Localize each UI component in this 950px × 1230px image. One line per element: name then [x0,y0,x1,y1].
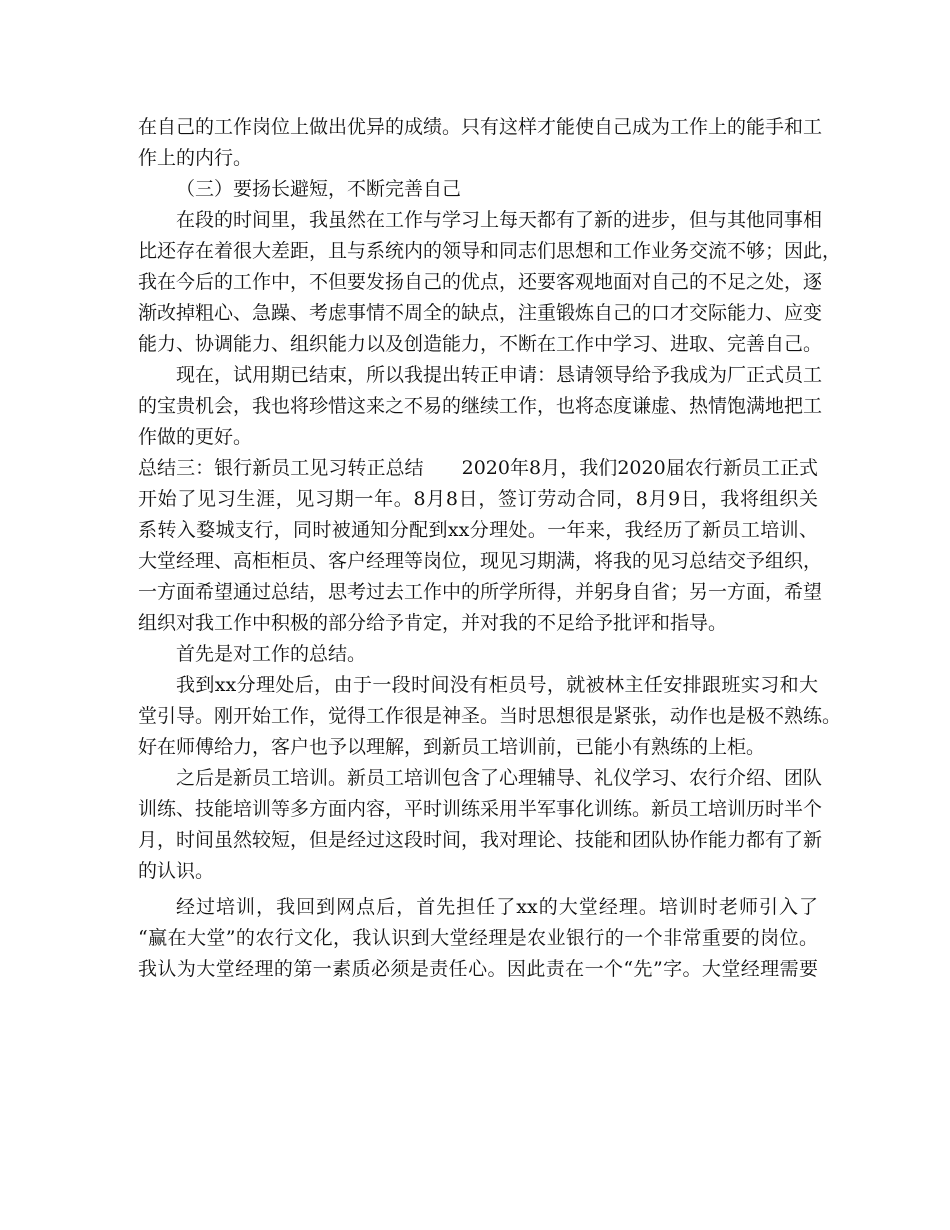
paragraph-7 [138,670,842,763]
section-heading-3 [138,174,818,205]
text-line: 一方面希望通过总结，思考过去工作中的所学所得，并躬身自省；另一方面，希望 [138,581,823,603]
text-line: 的宝贵机会，我也将珍惜这来之不易的继续工作，也将态度谦虚、热情饱满地把工 [138,395,823,417]
paragraph-9 [138,892,818,985]
text-line: 现在，试用期已结束，所以我提出转正申请：恳请领导给予我成为厂正式员工 [176,364,823,386]
document-body [138,112,842,985]
text-line: 系转入婺城支行，同时被通知分配到xx分理处。一年来，我经历了新员工培训、 [138,519,818,541]
text-line: 作做的更好。 [138,426,253,448]
paragraph-6 [138,639,818,670]
text-line: 好在师傅给力，客户也予以理解，到新员工培训前，已能小有熟练的上柜。 [138,736,766,758]
text-line: 堂引导。刚开始工作，觉得工作很是神圣。当时思想很是紧张，动作也是极不熟练。 [138,705,842,727]
text-line: 总结三：银行新员工见习转正总结 2020年8月，我们2020届农行新员工正式 [138,457,818,479]
text-line: 首先是对工作的总结。 [176,643,367,665]
text-line: 我在今后的工作中，不但要发扬自己的优点，还要客观地面对自己的不足之处，逐 [138,271,823,293]
text-line: 作上的内行。 [138,147,253,169]
text-line: “赢在大堂”的农行文化，我认识到大堂经理是农业银行的一个非常重要的岗位。 [138,927,818,949]
text-line: 我到xx分理处后，由于一段时间没有柜员号，就被林主任安排跟班实习和大 [176,674,818,696]
paragraph-4 [138,360,823,453]
paragraph-8 [138,763,823,887]
text-line: 的认识。 [138,860,215,882]
text-line: 比还存在着很大差距，且与系统内的领导和同志们思想和工作业务交流不够；因此， [138,240,842,262]
paragraph-5-summary-three [138,453,823,639]
text-line: 大堂经理、高柜柜员、客户经理等岗位，现见习期满，将我的见习总结交予组织， [138,550,823,572]
text-line: 训练、技能培训等多方面内容，平时训练采用半军事化训练。新员工培训历时半个 [138,798,823,820]
text-line: 我认为大堂经理的第一素质必须是责任心。因此责在一个“先”字。大堂经理需要 [138,958,818,980]
section-heading: （三）要扬长避短，不断完善自己 [176,178,462,200]
text-line: 在段的时间里，我虽然在工作与学习上每天都有了新的进步，但与其他同事相 [176,209,823,231]
text-line: 渐改掉粗心、急躁、考虑事情不周全的缺点，注重锻炼自己的口才交际能力、应变 [138,302,823,324]
text-line: 组织对我工作中积极的部分给予肯定，并对我的不足给予批评和指导。 [138,612,728,634]
paragraph-1 [138,112,823,174]
paragraph-3 [138,205,842,360]
text-line: 经过培训，我回到网点后，首先担任了xx的大堂经理。培训时老师引入了 [176,896,818,918]
text-line: 之后是新员工培训。新员工培训包含了心理辅导、礼仪学习、农行介绍、团队 [176,767,823,789]
text-line: 在自己的工作岗位上做出优异的成绩。只有这样才能使自己成为工作上的能手和工 [138,116,823,138]
text-line: 能力、协调能力、组织能力以及创造能力，不断在工作中学习、进取、完善自己。 [138,333,823,355]
text-line: 月，时间虽然较短，但是经过这段时间，我对理论、技能和团队协作能力都有了新 [138,829,823,851]
text-line: 开始了见习生涯，见习期一年。8月8日，签订劳动合同，8月9日，我将组织关 [138,488,818,510]
